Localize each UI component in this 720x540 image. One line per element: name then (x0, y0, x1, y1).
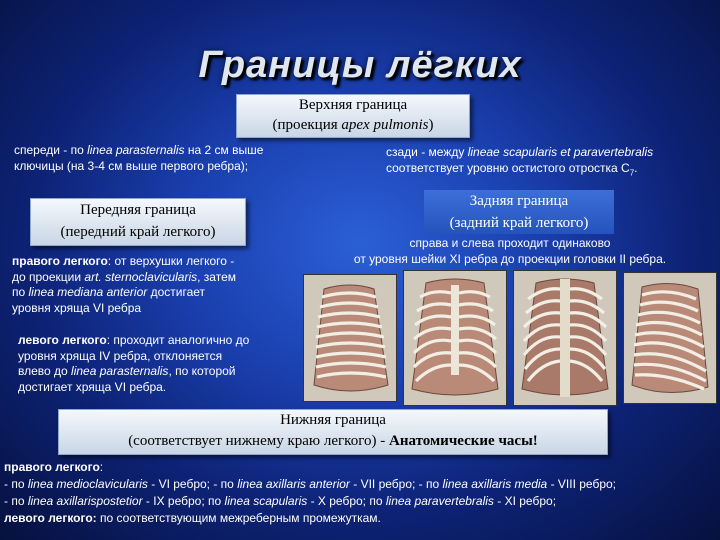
posterior-border-heading: Задняя граница (469, 193, 569, 209)
upper-border-box (236, 94, 470, 138)
posterior-border-text: справа и слева проходит одинаково от уровня шейки XI ребра до проекции головки II ребра. (353, 236, 667, 266)
lower-border-box (58, 409, 608, 455)
anterior-right-lung-text: правого легкого: от верхушки легкого - до проекции art. sternoclavicularis, затем по linea mediana anterior достигает уровня хряща VI ребра (12, 254, 236, 315)
upper-back-text: сзади - между lineae scapularis et paravertebralis соответствует уровню остистого отростка $С_7$. (386, 145, 654, 177)
anterior-border-subheading: (передний край легкого) (60, 224, 216, 240)
thorax-anterior-image (403, 270, 507, 406)
page-title: Границы лёгких (198, 44, 522, 86)
lower-border-subheading: (соответствует нижнему краю легкого) - Анатомические часы! (128, 433, 538, 449)
anterior-border-heading: Передняя граница (80, 202, 196, 218)
anterior-border-box (30, 198, 246, 246)
anterior-left-lung-text: левого легкого: проходит аналогично до уровня хряща IV ребра, отклоняется влево до linea parasternalis, по которой достигает хряща VI ребра. (18, 333, 250, 394)
posterior-border-box (424, 190, 614, 234)
lower-border-text: правого легкого: - по linea medioclavicularis - VI ребро; - по linea axillaris anterior - VII ребро; - по linea axillaris media - VIII ребро; - по linea axillarispostetior - IX ребро; по linea scapularis - X ребро; по linea paravertebralis - XI ребро; левого легкого: по соответствующим межреберным промежуткам. (4, 460, 617, 525)
posterior-border-subheading: (задний край легкого) (449, 215, 589, 231)
upper-border-heading: Верхняя граница (298, 97, 408, 113)
lower-border-heading: Нижняя граница (280, 412, 386, 428)
upper-front-text: спереди - по linea parasternalis на 2 см выше ключицы (на 3-4 см выше первого ребра); (14, 143, 264, 173)
thorax-posterior-image (513, 270, 617, 406)
upper-border-subheading: (проекция apex pulmonis) (272, 117, 434, 133)
thorax-lateral-image (303, 274, 397, 402)
thorax-oblique-image (623, 272, 717, 404)
